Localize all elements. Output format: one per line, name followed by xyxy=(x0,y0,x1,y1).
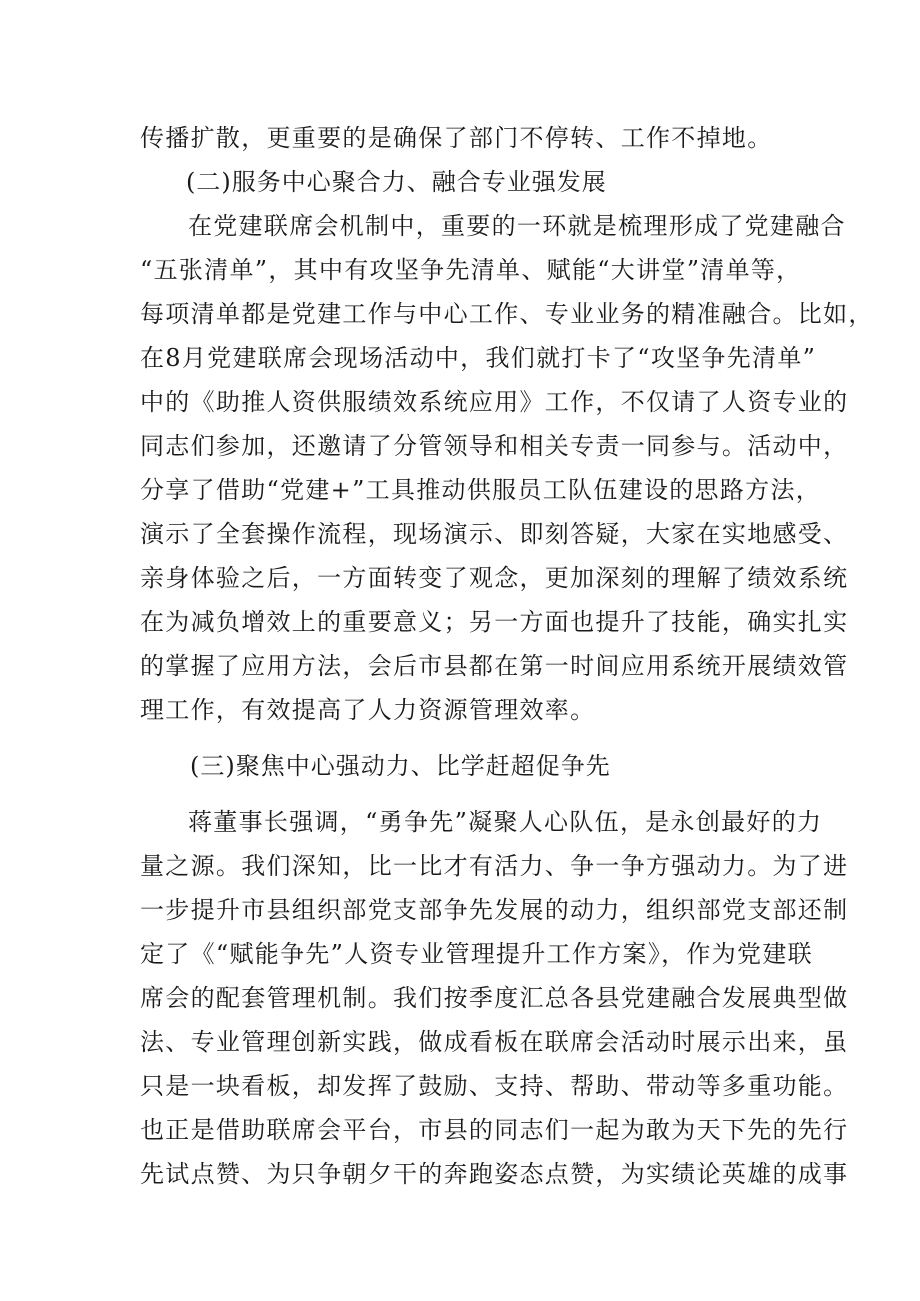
text-line: 席会的配套管理机制。我们按季度汇总各县党建融合发展典型做 xyxy=(140,984,849,1012)
text-line: 定了《“赋能争先”人资专业管理提升工作方案》，作为党建联 xyxy=(140,940,813,968)
text-line: 中的《助推人资供服绩效系统应用》工作，不仅请了人资专业的 xyxy=(140,388,849,416)
text-line: 传播扩散，更重要的是确保了部门不停转、工作不掉地。 xyxy=(140,124,773,152)
text-line: 在为减负增效上的重要意义；另一方面也提升了技能，确实扎实 xyxy=(140,608,849,636)
text-line: 演示了全套操作流程，现场演示、即刻答疑，大家在实地感受、 xyxy=(140,520,849,548)
text-line: 法、专业管理创新实践，做成看板在联席会活动时展示出来，虽 xyxy=(140,1028,849,1056)
text-line: 亲身体验之后，一方面转变了观念，更加深刻的理解了绩效系统 xyxy=(140,564,849,592)
text-line: 在8月党建联席会现场活动中，我们就打卡了“攻坚争先清单” xyxy=(140,344,817,372)
text-line: 分享了借助“党建+”工具推动供服员工队伍建设的思路方法， xyxy=(140,476,822,504)
section-heading-2: (二)服务中心聚合力、融合专业强发展 xyxy=(186,168,607,196)
text-line: 也正是借助联席会平台，市县的同志们一起为敢为天下先的先行 xyxy=(140,1116,849,1144)
text-line: 同志们参加，还邀请了分管领导和相关专责一同参与。活动中， xyxy=(140,432,849,460)
text-line: 只是一块看板，却发挥了鼓励、支持、帮助、带动等多重功能。 xyxy=(140,1072,849,1100)
text-line: 先试点赞、为只争朝夕干的奔跑姿态点赞，为实绩论英雄的成事 xyxy=(140,1160,849,1188)
text-line: “五张清单”，其中有攻坚争先清单、赋能“大讲堂”清单等， xyxy=(140,256,802,284)
text-line: 一步提升市县组织部党支部争先发展的动力，组织部党支部还制 xyxy=(140,896,849,924)
paragraph-first-line: 在党建联席会机制中，重要的一环就是梳理形成了党建融合 xyxy=(188,212,846,240)
text-line: 每项清单都是党建工作与中心工作、专业业务的精准融合。比如， xyxy=(140,300,874,328)
section-heading-3: (三)聚焦中心强动力、比学赶超促争先 xyxy=(190,752,611,780)
paragraph-first-line: 蒋董事长强调，“勇争先”凝聚人心队伍，是永创最好的力 xyxy=(188,808,823,836)
text-line: 理工作，有效提高了人力资源管理效率。 xyxy=(140,696,596,724)
text-line: 量之源。我们深知，比一比才有活力、争一争方强动力。为了进 xyxy=(140,852,849,880)
text-line: 的掌握了应用方法，会后市县都在第一时间应用系统开展绩效管 xyxy=(140,652,849,680)
